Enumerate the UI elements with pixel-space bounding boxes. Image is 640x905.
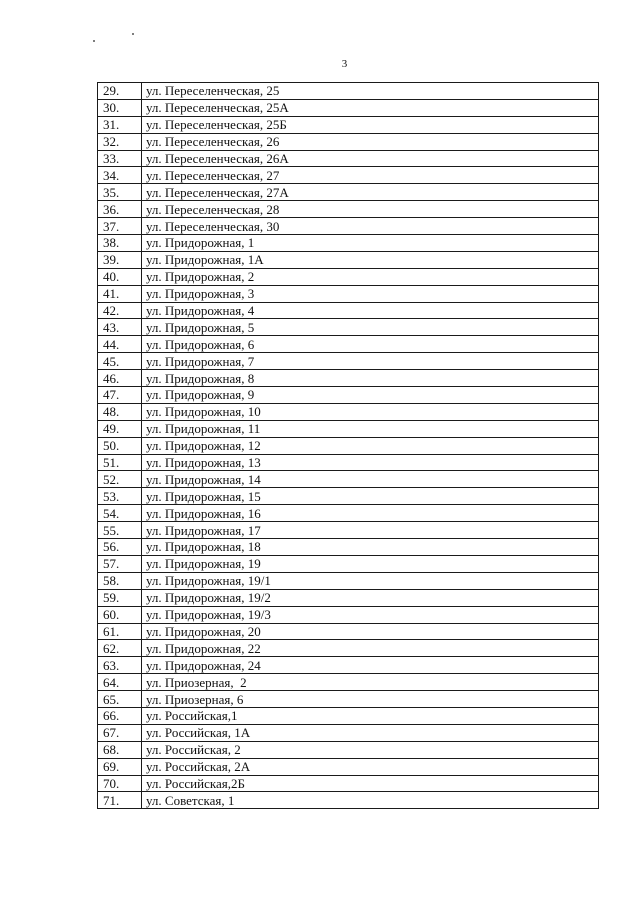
street-address: ул. Российская, 2 bbox=[142, 741, 599, 758]
table-row bbox=[98, 99, 599, 116]
row-number: 53. bbox=[98, 488, 142, 505]
row-number: 57. bbox=[98, 555, 142, 572]
street-address: ул. Переселенческая, 30 bbox=[142, 218, 599, 235]
row-number: 34. bbox=[98, 167, 142, 184]
street-address: ул. Придорожная, 19/3 bbox=[142, 606, 599, 623]
street-address: ул. Приозерная, 6 bbox=[142, 691, 599, 708]
row-number: 32. bbox=[98, 133, 142, 150]
street-address: ул. Придорожная, 16 bbox=[142, 505, 599, 522]
table-row bbox=[98, 319, 599, 336]
table-row bbox=[98, 285, 599, 302]
table-row bbox=[98, 640, 599, 657]
street-address: ул. Придорожная, 22 bbox=[142, 640, 599, 657]
street-address: ул. Придорожная, 19/2 bbox=[142, 589, 599, 606]
table-row bbox=[98, 674, 599, 691]
scan-speck bbox=[132, 33, 134, 35]
address-table bbox=[97, 82, 599, 809]
street-address: ул. Придорожная, 13 bbox=[142, 454, 599, 471]
row-number: 43. bbox=[98, 319, 142, 336]
street-address: ул. Переселенческая, 27А bbox=[142, 184, 599, 201]
street-address: ул. Переселенческая, 27 bbox=[142, 167, 599, 184]
row-number: 71. bbox=[98, 792, 142, 809]
row-number: 39. bbox=[98, 251, 142, 268]
table-row bbox=[98, 792, 599, 809]
row-number: 58. bbox=[98, 572, 142, 589]
table-row bbox=[98, 116, 599, 133]
row-number: 45. bbox=[98, 353, 142, 370]
table-row bbox=[98, 471, 599, 488]
street-address: ул. Советская, 1 bbox=[142, 792, 599, 809]
table-row bbox=[98, 691, 599, 708]
street-address: ул. Придорожная, 4 bbox=[142, 302, 599, 319]
row-number: 44. bbox=[98, 336, 142, 353]
table-row bbox=[98, 707, 599, 724]
street-address: ул. Переселенческая, 28 bbox=[142, 201, 599, 218]
table-row bbox=[98, 201, 599, 218]
table-row bbox=[98, 488, 599, 505]
street-address: ул. Переселенческая, 25 bbox=[142, 83, 599, 100]
table-row bbox=[98, 657, 599, 674]
row-number: 49. bbox=[98, 420, 142, 437]
table-row bbox=[98, 437, 599, 454]
table-row bbox=[98, 623, 599, 640]
row-number: 46. bbox=[98, 370, 142, 387]
street-address: ул. Придорожная, 12 bbox=[142, 437, 599, 454]
table-row bbox=[98, 150, 599, 167]
row-number: 31. bbox=[98, 116, 142, 133]
street-address: ул. Придорожная, 10 bbox=[142, 403, 599, 420]
row-number: 64. bbox=[98, 674, 142, 691]
street-address: ул. Переселенческая, 25Б bbox=[142, 116, 599, 133]
row-number: 66. bbox=[98, 707, 142, 724]
table-row bbox=[98, 302, 599, 319]
table-row bbox=[98, 167, 599, 184]
row-number: 70. bbox=[98, 775, 142, 792]
row-number: 60. bbox=[98, 606, 142, 623]
row-number: 38. bbox=[98, 235, 142, 252]
row-number: 40. bbox=[98, 268, 142, 285]
street-address: ул. Российская,1 bbox=[142, 707, 599, 724]
row-number: 56. bbox=[98, 539, 142, 556]
table-row bbox=[98, 775, 599, 792]
street-address: ул. Придорожная, 20 bbox=[142, 623, 599, 640]
street-address: ул. Придорожная, 11 bbox=[142, 420, 599, 437]
street-address: ул. Придорожная, 5 bbox=[142, 319, 599, 336]
street-address: ул. Российская, 1А bbox=[142, 724, 599, 741]
row-number: 29. bbox=[98, 83, 142, 100]
table-row bbox=[98, 235, 599, 252]
row-number: 37. bbox=[98, 218, 142, 235]
row-number: 42. bbox=[98, 302, 142, 319]
street-address: ул. Приозерная, 2 bbox=[142, 674, 599, 691]
street-address: ул. Придорожная, 9 bbox=[142, 387, 599, 404]
street-address: ул. Придорожная, 8 bbox=[142, 370, 599, 387]
table-row bbox=[98, 387, 599, 404]
row-number: 48. bbox=[98, 403, 142, 420]
street-address: ул. Переселенческая, 26 bbox=[142, 133, 599, 150]
table-row bbox=[98, 572, 599, 589]
row-number: 50. bbox=[98, 437, 142, 454]
row-number: 51. bbox=[98, 454, 142, 471]
street-address: ул. Придорожная, 19 bbox=[142, 555, 599, 572]
row-number: 59. bbox=[98, 589, 142, 606]
row-number: 62. bbox=[98, 640, 142, 657]
row-number: 65. bbox=[98, 691, 142, 708]
table-row bbox=[98, 133, 599, 150]
street-address: ул. Российская, 2А bbox=[142, 758, 599, 775]
row-number: 30. bbox=[98, 99, 142, 116]
street-address: ул. Придорожная, 1 bbox=[142, 235, 599, 252]
street-address: ул. Придорожная, 17 bbox=[142, 522, 599, 539]
street-address: ул. Придорожная, 1А bbox=[142, 251, 599, 268]
table-row bbox=[98, 336, 599, 353]
street-address: ул. Придорожная, 2 bbox=[142, 268, 599, 285]
row-number: 41. bbox=[98, 285, 142, 302]
table-row bbox=[98, 353, 599, 370]
table-row bbox=[98, 555, 599, 572]
row-number: 52. bbox=[98, 471, 142, 488]
table-row bbox=[98, 420, 599, 437]
street-address: ул. Придорожная, 3 bbox=[142, 285, 599, 302]
table-row bbox=[98, 589, 599, 606]
street-address: ул. Придорожная, 7 bbox=[142, 353, 599, 370]
table-row bbox=[98, 505, 599, 522]
row-number: 69. bbox=[98, 758, 142, 775]
table-row bbox=[98, 758, 599, 775]
table-row bbox=[98, 218, 599, 235]
street-address: ул. Придорожная, 24 bbox=[142, 657, 599, 674]
street-address: ул. Придорожная, 19/1 bbox=[142, 572, 599, 589]
street-address: ул. Российская,2Б bbox=[142, 775, 599, 792]
row-number: 67. bbox=[98, 724, 142, 741]
row-number: 68. bbox=[98, 741, 142, 758]
row-number: 36. bbox=[98, 201, 142, 218]
page-number: 3 bbox=[341, 58, 348, 70]
table-row bbox=[98, 403, 599, 420]
table-row bbox=[98, 268, 599, 285]
row-number: 33. bbox=[98, 150, 142, 167]
row-number: 47. bbox=[98, 387, 142, 404]
scan-speck bbox=[93, 40, 95, 42]
table-row bbox=[98, 606, 599, 623]
row-number: 63. bbox=[98, 657, 142, 674]
street-address: ул. Придорожная, 18 bbox=[142, 539, 599, 556]
table-row bbox=[98, 184, 599, 201]
table-row bbox=[98, 724, 599, 741]
table-row bbox=[98, 539, 599, 556]
table-row bbox=[98, 454, 599, 471]
street-address: ул. Переселенческая, 25А bbox=[142, 99, 599, 116]
table-row bbox=[98, 83, 599, 100]
street-address: ул. Переселенческая, 26А bbox=[142, 150, 599, 167]
row-number: 35. bbox=[98, 184, 142, 201]
row-number: 61. bbox=[98, 623, 142, 640]
street-address: ул. Придорожная, 15 bbox=[142, 488, 599, 505]
row-number: 55. bbox=[98, 522, 142, 539]
address-table-body bbox=[98, 83, 599, 809]
table-row bbox=[98, 251, 599, 268]
street-address: ул. Придорожная, 6 bbox=[142, 336, 599, 353]
table-row bbox=[98, 522, 599, 539]
table-row bbox=[98, 741, 599, 758]
table-row bbox=[98, 370, 599, 387]
row-number: 54. bbox=[98, 505, 142, 522]
street-address: ул. Придорожная, 14 bbox=[142, 471, 599, 488]
